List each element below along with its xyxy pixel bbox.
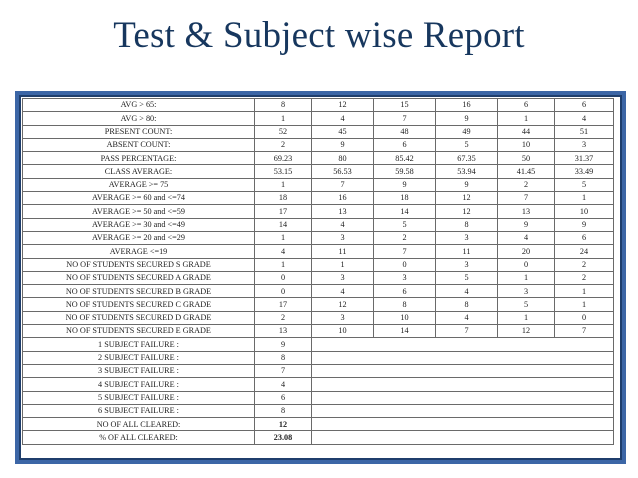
table-row bbox=[23, 99, 614, 112]
cell-value: 6 bbox=[555, 99, 614, 112]
cell-value: 12 bbox=[436, 192, 498, 205]
row-label: PRESENT COUNT: bbox=[23, 125, 255, 138]
table-row bbox=[23, 271, 614, 284]
cell-value: 49 bbox=[436, 125, 498, 138]
table-row bbox=[23, 285, 614, 298]
empty-cell bbox=[312, 378, 614, 391]
row-label: PASS PERCENTAGE: bbox=[23, 152, 255, 165]
cell-value: 45 bbox=[312, 125, 374, 138]
row-label: NO OF STUDENTS SECURED D GRADE bbox=[23, 311, 255, 324]
row-label: AVERAGE >= 75 bbox=[23, 178, 255, 191]
cell-value: 53.94 bbox=[436, 165, 498, 178]
table-row bbox=[23, 205, 614, 218]
cell-value: 3 bbox=[555, 138, 614, 151]
row-label: AVERAGE >= 50 and <=59 bbox=[23, 205, 255, 218]
cell-value: 1 bbox=[255, 258, 312, 271]
cell-value: 9 bbox=[436, 112, 498, 125]
cell-value: 9 bbox=[312, 138, 374, 151]
cell-value: 33.49 bbox=[555, 165, 614, 178]
cell-value: 0 bbox=[255, 285, 312, 298]
cell-value: 3 bbox=[374, 271, 436, 284]
table-row bbox=[23, 178, 614, 191]
cell-value: 4 bbox=[436, 311, 498, 324]
cell-value: 2 bbox=[255, 138, 312, 151]
cell-value: 1 bbox=[498, 271, 555, 284]
cell-value: 2 bbox=[255, 311, 312, 324]
report-table bbox=[22, 98, 614, 445]
row-label: NO OF STUDENTS SECURED B GRADE bbox=[23, 285, 255, 298]
cell-value: 11 bbox=[436, 245, 498, 258]
table-row bbox=[23, 138, 614, 151]
table-row bbox=[23, 258, 614, 271]
cell-value: 59.58 bbox=[374, 165, 436, 178]
cell-value: 1 bbox=[255, 112, 312, 125]
row-label: ABSENT COUNT: bbox=[23, 138, 255, 151]
cell-value: 6 bbox=[374, 285, 436, 298]
summary-label: 5 SUBJECT FAILURE : bbox=[23, 391, 255, 404]
table-row bbox=[23, 245, 614, 258]
cell-value: 1 bbox=[255, 231, 312, 244]
summary-value: 12 bbox=[255, 418, 312, 431]
cell-value: 12 bbox=[498, 325, 555, 338]
cell-value: 8 bbox=[255, 99, 312, 112]
cell-value: 3 bbox=[312, 271, 374, 284]
cell-value: 51 bbox=[555, 125, 614, 138]
cell-value: 6 bbox=[374, 138, 436, 151]
cell-value: 8 bbox=[436, 298, 498, 311]
table-row bbox=[23, 112, 614, 125]
row-label: NO OF STUDENTS SECURED A GRADE bbox=[23, 271, 255, 284]
cell-value: 1 bbox=[255, 178, 312, 191]
cell-value: 7 bbox=[498, 192, 555, 205]
cell-value: 52 bbox=[255, 125, 312, 138]
cell-value: 53.15 bbox=[255, 165, 312, 178]
summary-row bbox=[23, 364, 614, 377]
summary-row bbox=[23, 338, 614, 351]
cell-value: 48 bbox=[374, 125, 436, 138]
cell-value: 3 bbox=[498, 285, 555, 298]
empty-cell bbox=[312, 418, 614, 431]
cell-value: 2 bbox=[555, 258, 614, 271]
summary-label: % OF ALL CLEARED: bbox=[23, 431, 255, 444]
cell-value: 4 bbox=[498, 231, 555, 244]
cell-value: 10 bbox=[555, 205, 614, 218]
table-row bbox=[23, 218, 614, 231]
cell-value: 14 bbox=[374, 325, 436, 338]
cell-value: 14 bbox=[255, 218, 312, 231]
cell-value: 2 bbox=[374, 231, 436, 244]
cell-value: 12 bbox=[312, 298, 374, 311]
cell-value: 5 bbox=[436, 271, 498, 284]
summary-label: NO OF ALL CLEARED: bbox=[23, 418, 255, 431]
cell-value: 0 bbox=[374, 258, 436, 271]
table-row bbox=[23, 192, 614, 205]
cell-value: 0 bbox=[255, 271, 312, 284]
cell-value: 12 bbox=[312, 99, 374, 112]
summary-row bbox=[23, 351, 614, 364]
empty-cell bbox=[312, 431, 614, 444]
cell-value: 9 bbox=[498, 218, 555, 231]
cell-value: 24 bbox=[555, 245, 614, 258]
summary-value: 8 bbox=[255, 351, 312, 364]
cell-value: 6 bbox=[555, 231, 614, 244]
report-table-body bbox=[23, 99, 614, 445]
cell-value: 8 bbox=[374, 298, 436, 311]
cell-value: 13 bbox=[498, 205, 555, 218]
cell-value: 17 bbox=[255, 205, 312, 218]
cell-value: 14 bbox=[374, 205, 436, 218]
cell-value: 4 bbox=[436, 285, 498, 298]
summary-row bbox=[23, 391, 614, 404]
cell-value: 0 bbox=[555, 311, 614, 324]
empty-cell bbox=[312, 351, 614, 364]
empty-cell bbox=[312, 391, 614, 404]
cell-value: 3 bbox=[436, 231, 498, 244]
empty-cell bbox=[312, 404, 614, 417]
cell-value: 31.37 bbox=[555, 152, 614, 165]
cell-value: 3 bbox=[436, 258, 498, 271]
summary-label: 6 SUBJECT FAILURE : bbox=[23, 404, 255, 417]
cell-value: 16 bbox=[436, 99, 498, 112]
cell-value: 1 bbox=[312, 258, 374, 271]
cell-value: 67.35 bbox=[436, 152, 498, 165]
table-row bbox=[23, 231, 614, 244]
summary-value: 8 bbox=[255, 404, 312, 417]
summary-value: 23.08 bbox=[255, 431, 312, 444]
cell-value: 4 bbox=[312, 285, 374, 298]
summary-label: 3 SUBJECT FAILURE : bbox=[23, 364, 255, 377]
row-label: NO OF STUDENTS SECURED E GRADE bbox=[23, 325, 255, 338]
row-label: AVERAGE >= 60 and <=74 bbox=[23, 192, 255, 205]
cell-value: 16 bbox=[312, 192, 374, 205]
cell-value: 1 bbox=[555, 192, 614, 205]
cell-value: 3 bbox=[312, 231, 374, 244]
cell-value: 7 bbox=[374, 245, 436, 258]
cell-value: 41.45 bbox=[498, 165, 555, 178]
cell-value: 7 bbox=[374, 112, 436, 125]
cell-value: 2 bbox=[555, 271, 614, 284]
summary-label: 4 SUBJECT FAILURE : bbox=[23, 378, 255, 391]
cell-value: 17 bbox=[255, 298, 312, 311]
summary-label: 1 SUBJECT FAILURE : bbox=[23, 338, 255, 351]
cell-value: 85.42 bbox=[374, 152, 436, 165]
cell-value: 18 bbox=[374, 192, 436, 205]
cell-value: 8 bbox=[436, 218, 498, 231]
cell-value: 56.53 bbox=[312, 165, 374, 178]
summary-value: 9 bbox=[255, 338, 312, 351]
summary-value: 7 bbox=[255, 364, 312, 377]
summary-row bbox=[23, 418, 614, 431]
cell-value: 5 bbox=[555, 178, 614, 191]
cell-value: 13 bbox=[312, 205, 374, 218]
cell-value: 4 bbox=[312, 112, 374, 125]
row-label: AVG > 80: bbox=[23, 112, 255, 125]
cell-value: 4 bbox=[312, 218, 374, 231]
cell-value: 9 bbox=[555, 218, 614, 231]
cell-value: 11 bbox=[312, 245, 374, 258]
cell-value: 10 bbox=[312, 325, 374, 338]
summary-row bbox=[23, 378, 614, 391]
table-row bbox=[23, 325, 614, 338]
cell-value: 5 bbox=[374, 218, 436, 231]
cell-value: 4 bbox=[555, 112, 614, 125]
summary-label: 2 SUBJECT FAILURE : bbox=[23, 351, 255, 364]
cell-value: 6 bbox=[498, 99, 555, 112]
cell-value: 9 bbox=[374, 178, 436, 191]
cell-value: 15 bbox=[374, 99, 436, 112]
cell-value: 7 bbox=[555, 325, 614, 338]
cell-value: 2 bbox=[498, 178, 555, 191]
row-label: NO OF STUDENTS SECURED C GRADE bbox=[23, 298, 255, 311]
cell-value: 44 bbox=[498, 125, 555, 138]
cell-value: 10 bbox=[374, 311, 436, 324]
table-row bbox=[23, 311, 614, 324]
row-label: NO OF STUDENTS SECURED S GRADE bbox=[23, 258, 255, 271]
cell-value: 7 bbox=[436, 325, 498, 338]
cell-value: 20 bbox=[498, 245, 555, 258]
report-inner bbox=[19, 95, 622, 460]
table-row bbox=[23, 165, 614, 178]
report-frame bbox=[15, 91, 626, 464]
cell-value: 1 bbox=[555, 298, 614, 311]
summary-row bbox=[23, 431, 614, 444]
cell-value: 12 bbox=[436, 205, 498, 218]
cell-value: 1 bbox=[498, 112, 555, 125]
cell-value: 50 bbox=[498, 152, 555, 165]
empty-cell bbox=[312, 338, 614, 351]
cell-value: 7 bbox=[312, 178, 374, 191]
cell-value: 4 bbox=[255, 245, 312, 258]
row-label: AVERAGE <=19 bbox=[23, 245, 255, 258]
cell-value: 5 bbox=[436, 138, 498, 151]
table-row bbox=[23, 298, 614, 311]
table-row bbox=[23, 125, 614, 138]
summary-row bbox=[23, 404, 614, 417]
summary-value: 4 bbox=[255, 378, 312, 391]
cell-value: 10 bbox=[498, 138, 555, 151]
table-row bbox=[23, 152, 614, 165]
cell-value: 18 bbox=[255, 192, 312, 205]
row-label: AVG > 65: bbox=[23, 99, 255, 112]
cell-value: 1 bbox=[555, 285, 614, 298]
cell-value: 5 bbox=[498, 298, 555, 311]
cell-value: 0 bbox=[498, 258, 555, 271]
cell-value: 13 bbox=[255, 325, 312, 338]
row-label: CLASS AVERAGE: bbox=[23, 165, 255, 178]
empty-cell bbox=[312, 364, 614, 377]
row-label: AVERAGE >= 20 and <=29 bbox=[23, 231, 255, 244]
row-label: AVERAGE >= 30 and <=49 bbox=[23, 218, 255, 231]
summary-value: 6 bbox=[255, 391, 312, 404]
cell-value: 1 bbox=[498, 311, 555, 324]
report-title: Test & Subject wise Report bbox=[113, 15, 525, 56]
cell-value: 3 bbox=[312, 311, 374, 324]
cell-value: 69.23 bbox=[255, 152, 312, 165]
cell-value: 9 bbox=[436, 178, 498, 191]
cell-value: 80 bbox=[312, 152, 374, 165]
